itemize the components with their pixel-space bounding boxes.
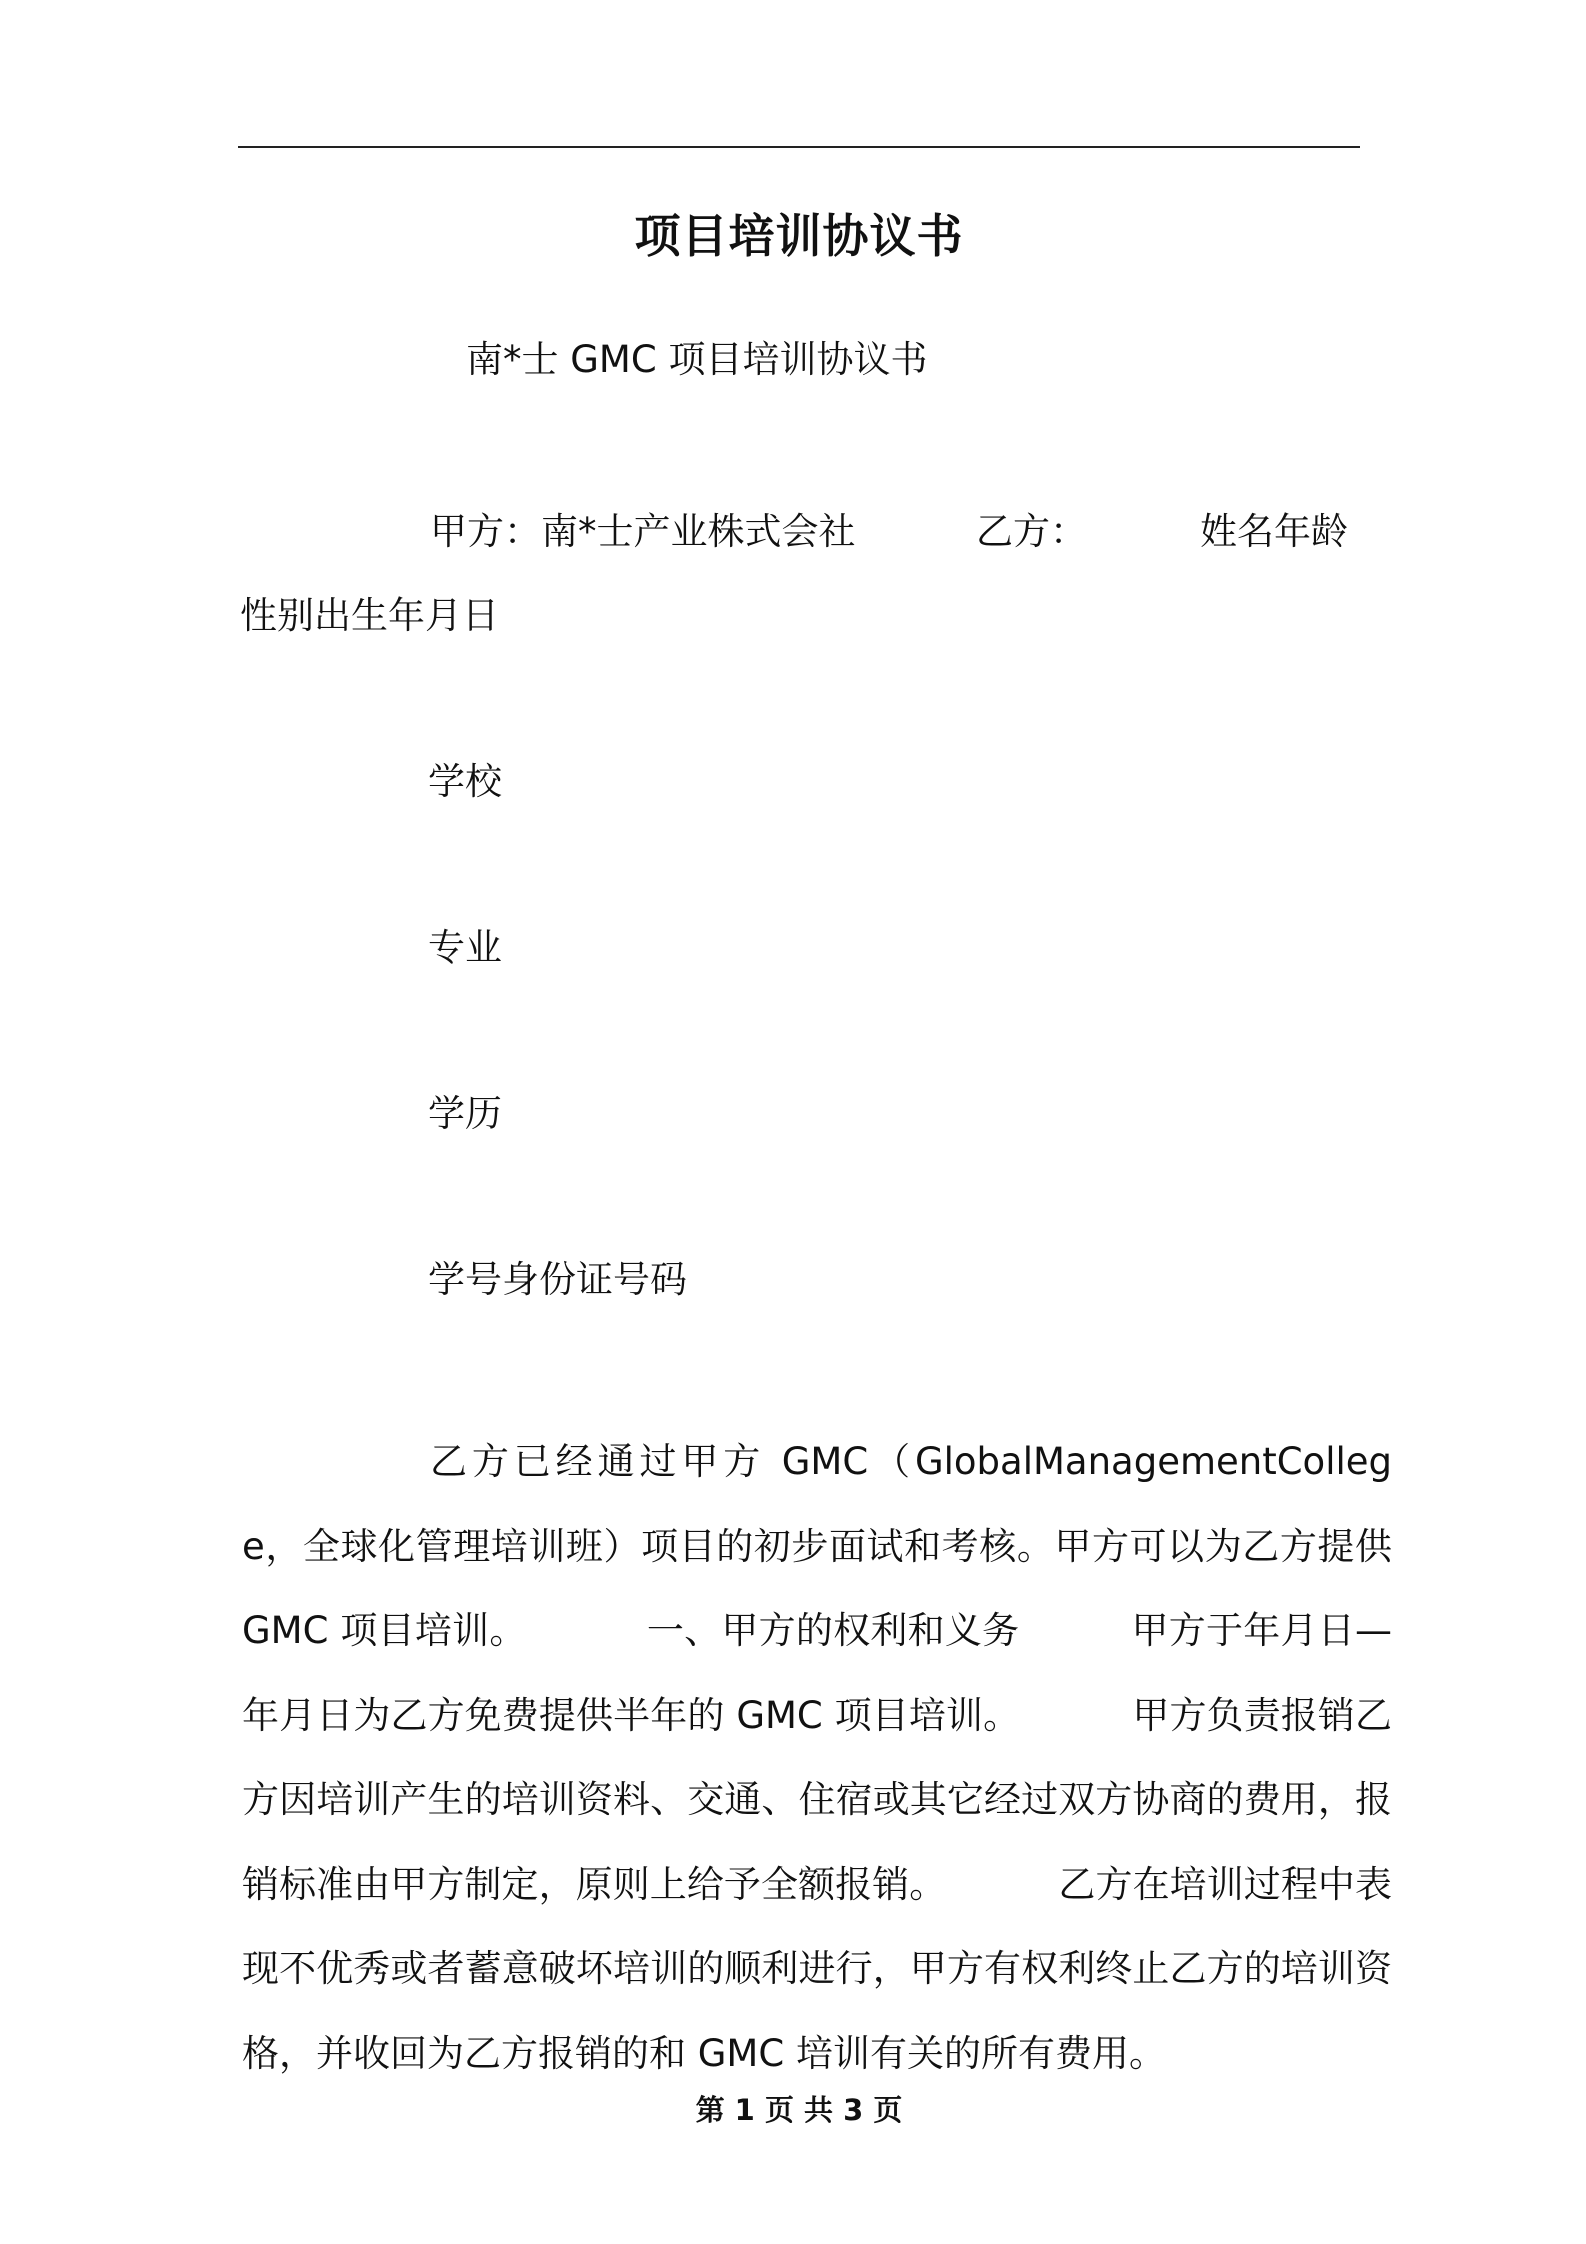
- party-b-fields-inline: 姓名年龄: [1200, 510, 1348, 553]
- field-education: 学历: [428, 1092, 502, 1135]
- body-clause-3: 乙方在培训过程中表现不优秀或者蓄意破坏培训的顺利进行，甲方有权利终止乙方的培训资格，并收回为乙方报销的和 GMC 培训有关的所有费用。: [242, 1862, 1393, 2075]
- document-title: 项目培训协议书: [634, 209, 964, 263]
- body-paragraph-intro: 乙方已经通过甲方 GMC（GlobalManagementCollege，全球化管理培训班）项目的初步面试和考核。甲方可以为乙方提供 GMC 项目培训。: [242, 1440, 1392, 1652]
- party-b-label: 乙方：: [976, 510, 1087, 553]
- party-b-fields-wrap: 性别出生年月日: [240, 594, 499, 637]
- section-heading-party-a: 一、甲方的权利和义务: [646, 1609, 1020, 1652]
- page-footer: 第 1 页 共 3 页: [695, 2093, 903, 2127]
- field-major: 专业: [428, 926, 502, 969]
- field-id: 学号身份证号码: [428, 1258, 687, 1301]
- field-school: 学校: [428, 760, 502, 803]
- body-clause-2: 甲方负责报销乙方因培训产生的培训资料、交通、住宿或其它经过双方协商的费用，报销标准由甲方制定，原则上给予全额报销。: [242, 1693, 1393, 1906]
- header-rule: [238, 146, 1360, 148]
- party-a: 甲方：南*士产业株式会社: [430, 510, 856, 553]
- body-clause-1: 甲方于年月日—年月日为乙方免费提供半年的 GMC 项目培训。: [242, 1609, 1392, 1737]
- agreement-body: [242, 1420, 1392, 2096]
- document-subtitle: 南*士 GMC 项目培训协议书: [466, 338, 928, 381]
